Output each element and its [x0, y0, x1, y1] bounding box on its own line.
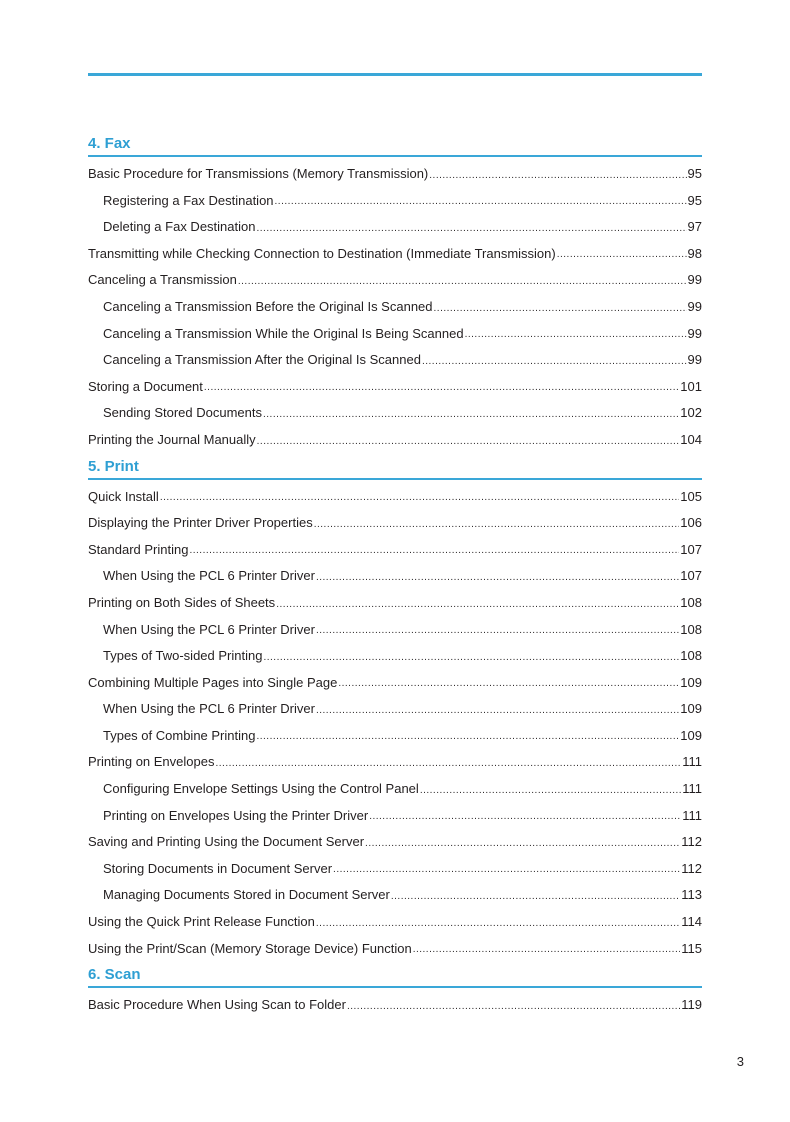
- toc-entry-page: 101: [680, 378, 702, 394]
- toc-entry-page: 111: [682, 781, 702, 797]
- toc-entry-page: 105: [680, 488, 702, 504]
- toc-subentry[interactable]: [88, 723, 702, 750]
- toc-entry-title: Registering a Fax Destination: [103, 192, 274, 208]
- dot-leader: [557, 243, 687, 267]
- toc-entry-title: Using the Quick Print Release Function: [88, 914, 315, 930]
- toc-entry-page: 115: [681, 940, 702, 956]
- toc-entry-title: Storing a Document: [88, 378, 203, 394]
- toc-entry-page: 112: [681, 834, 702, 850]
- toc-entry-title: Canceling a Transmission: [88, 272, 237, 288]
- toc-entry-page: 114: [681, 914, 702, 930]
- toc-entry-title: Displaying the Printer Driver Properties: [88, 515, 313, 531]
- page-number: 3: [736, 1054, 744, 1069]
- toc-entry-title: Storing Documents in Document Server: [103, 860, 333, 876]
- table-of-contents: [88, 131, 702, 1019]
- header-rule: [88, 73, 702, 76]
- toc-entry-page: 107: [680, 541, 702, 557]
- toc-subentry[interactable]: [88, 856, 702, 883]
- toc-entry-page: 104: [680, 431, 702, 447]
- dot-leader: [215, 752, 681, 776]
- dot-leader: [204, 376, 679, 400]
- toc-entry-page: 95: [687, 192, 702, 208]
- toc-entry-page: 99: [687, 298, 702, 314]
- toc-entry[interactable]: [88, 590, 702, 617]
- toc-entry-title: Managing Documents Stored in Document Server: [103, 887, 390, 903]
- dot-leader: [434, 297, 687, 321]
- toc-entry-title: When Using the PCL 6 Printer Driver: [103, 621, 315, 637]
- toc-entry-page: 111: [682, 754, 702, 770]
- toc-entry-title: Printing on Envelopes: [88, 754, 215, 770]
- toc-entry-title: Basic Procedure for Transmissions (Memory Transmission): [88, 166, 429, 181]
- toc-entry-title: Saving and Printing Using the Document Server: [88, 834, 365, 850]
- toc-subentry[interactable]: [88, 321, 702, 348]
- toc-subentry[interactable]: [88, 882, 702, 909]
- toc-subentry[interactable]: [88, 617, 702, 644]
- toc-entry-title: Types of Combine Printing: [103, 727, 256, 743]
- toc-entry-page: 119: [681, 997, 702, 1013]
- dot-leader: [189, 539, 679, 563]
- dot-leader: [347, 995, 680, 1019]
- toc-entry-title: When Using the PCL 6 Printer Driver: [103, 701, 315, 717]
- toc-entry-title: Printing on Both Sides of Sheets: [88, 594, 276, 610]
- toc-entry-page: 109: [680, 674, 702, 690]
- chapter-heading[interactable]: 5. Print: [88, 454, 702, 480]
- toc-entry[interactable]: [88, 992, 702, 1019]
- toc-subentry[interactable]: [88, 776, 702, 803]
- dot-leader: [256, 217, 686, 241]
- dot-leader: [316, 699, 679, 723]
- dot-leader: [369, 805, 681, 829]
- toc-entry[interactable]: [88, 267, 702, 294]
- toc-entry[interactable]: [88, 510, 702, 537]
- toc-entry[interactable]: [88, 161, 702, 188]
- dot-leader: [422, 350, 687, 374]
- toc-entry-title: Deleting a Fax Destination: [103, 219, 256, 235]
- dot-leader: [429, 164, 686, 188]
- toc-entry[interactable]: [88, 427, 702, 454]
- toc-entry[interactable]: [88, 829, 702, 856]
- dot-leader: [316, 912, 680, 936]
- dot-leader: [263, 646, 679, 670]
- toc-entry[interactable]: [88, 484, 702, 511]
- toc-entry[interactable]: [88, 936, 702, 963]
- dot-leader: [238, 270, 687, 294]
- toc-entry-title: Configuring Envelope Settings Using the Control Panel: [103, 781, 419, 797]
- dot-leader: [275, 190, 687, 214]
- dot-leader: [365, 832, 680, 856]
- toc-entry[interactable]: [88, 749, 702, 776]
- toc-entry-title: Combining Multiple Pages into Single Page: [88, 674, 338, 690]
- toc-entry-page: 113: [681, 887, 702, 903]
- toc-subentry[interactable]: [88, 643, 702, 670]
- toc-entry-title: Canceling a Transmission After the Original Is Scanned: [103, 352, 421, 368]
- toc-entry-title: Canceling a Transmission Before the Original Is Scanned: [103, 298, 433, 314]
- toc-entry-page: 112: [681, 860, 702, 876]
- toc-subentry[interactable]: [88, 563, 702, 590]
- toc-entry-title: Printing on Envelopes Using the Printer Driver: [103, 807, 369, 823]
- toc-entry-title: Quick Install: [88, 488, 159, 504]
- toc-entry-page: 108: [680, 621, 702, 637]
- toc-entry-page: 99: [687, 272, 702, 288]
- toc-entry-title: Basic Procedure When Using Scan to Folder: [88, 997, 346, 1013]
- dot-leader: [316, 619, 679, 643]
- dot-leader: [413, 938, 681, 962]
- dot-leader: [333, 858, 680, 882]
- toc-entry-page: 99: [687, 352, 702, 368]
- toc-subentry[interactable]: [88, 400, 702, 427]
- toc-entry-title: Standard Printing: [88, 541, 189, 557]
- toc-entry-title: Printing the Journal Manually: [88, 431, 256, 447]
- toc-entry-page: 108: [680, 594, 702, 610]
- toc-subentry[interactable]: [88, 294, 702, 321]
- toc-subentry[interactable]: [88, 696, 702, 723]
- dot-leader: [338, 672, 679, 696]
- toc-entry-page: 99: [687, 325, 702, 341]
- dot-leader: [257, 430, 680, 454]
- dot-leader: [256, 725, 679, 749]
- dot-leader: [420, 779, 681, 803]
- toc-entry[interactable]: [88, 374, 702, 401]
- toc-subentry[interactable]: [88, 188, 702, 215]
- dot-leader: [263, 403, 679, 427]
- toc-entry-title: Sending Stored Documents: [103, 405, 262, 421]
- toc-entry-page: 107: [680, 568, 702, 584]
- toc-entry-title: Transmitting while Checking Connection to Destination (Immediate Transmission): [88, 245, 556, 261]
- dot-leader: [465, 323, 687, 347]
- chapter-heading[interactable]: 4. Fax: [88, 131, 702, 157]
- toc-entry-title: When Using the PCL 6 Printer Driver: [103, 568, 315, 584]
- toc-entry-title: Using the Print/Scan (Memory Storage Device) Function: [88, 940, 412, 956]
- toc-entry-page: 102: [680, 405, 702, 421]
- toc-entry-page: 97: [687, 219, 702, 235]
- toc-entry[interactable]: [88, 909, 702, 936]
- toc-entry-page: 111: [682, 807, 702, 823]
- toc-entry-page: 106: [680, 515, 702, 531]
- toc-entry-page: 108: [680, 648, 702, 664]
- dot-leader: [316, 566, 679, 590]
- toc-entry[interactable]: [88, 670, 702, 697]
- dot-leader: [391, 885, 680, 909]
- chapter-heading[interactable]: 6. Scan: [88, 962, 702, 988]
- toc-entry-title: Canceling a Transmission While the Original Is Being Scanned: [103, 325, 464, 341]
- toc-entry-title: Types of Two-sided Printing: [103, 648, 263, 664]
- toc-entry-page: 98: [687, 245, 702, 261]
- toc-entry-page: 109: [680, 701, 702, 717]
- toc-subentry[interactable]: [88, 214, 702, 241]
- toc-entry[interactable]: [88, 537, 702, 564]
- dot-leader: [276, 593, 679, 617]
- toc-subentry[interactable]: [88, 347, 702, 374]
- dot-leader: [314, 513, 680, 537]
- toc-subentry[interactable]: [88, 803, 702, 830]
- dot-leader: [160, 486, 679, 510]
- toc-entry[interactable]: [88, 241, 702, 268]
- toc-entry-page: 109: [680, 727, 702, 743]
- toc-entry-page: 95: [687, 166, 702, 181]
